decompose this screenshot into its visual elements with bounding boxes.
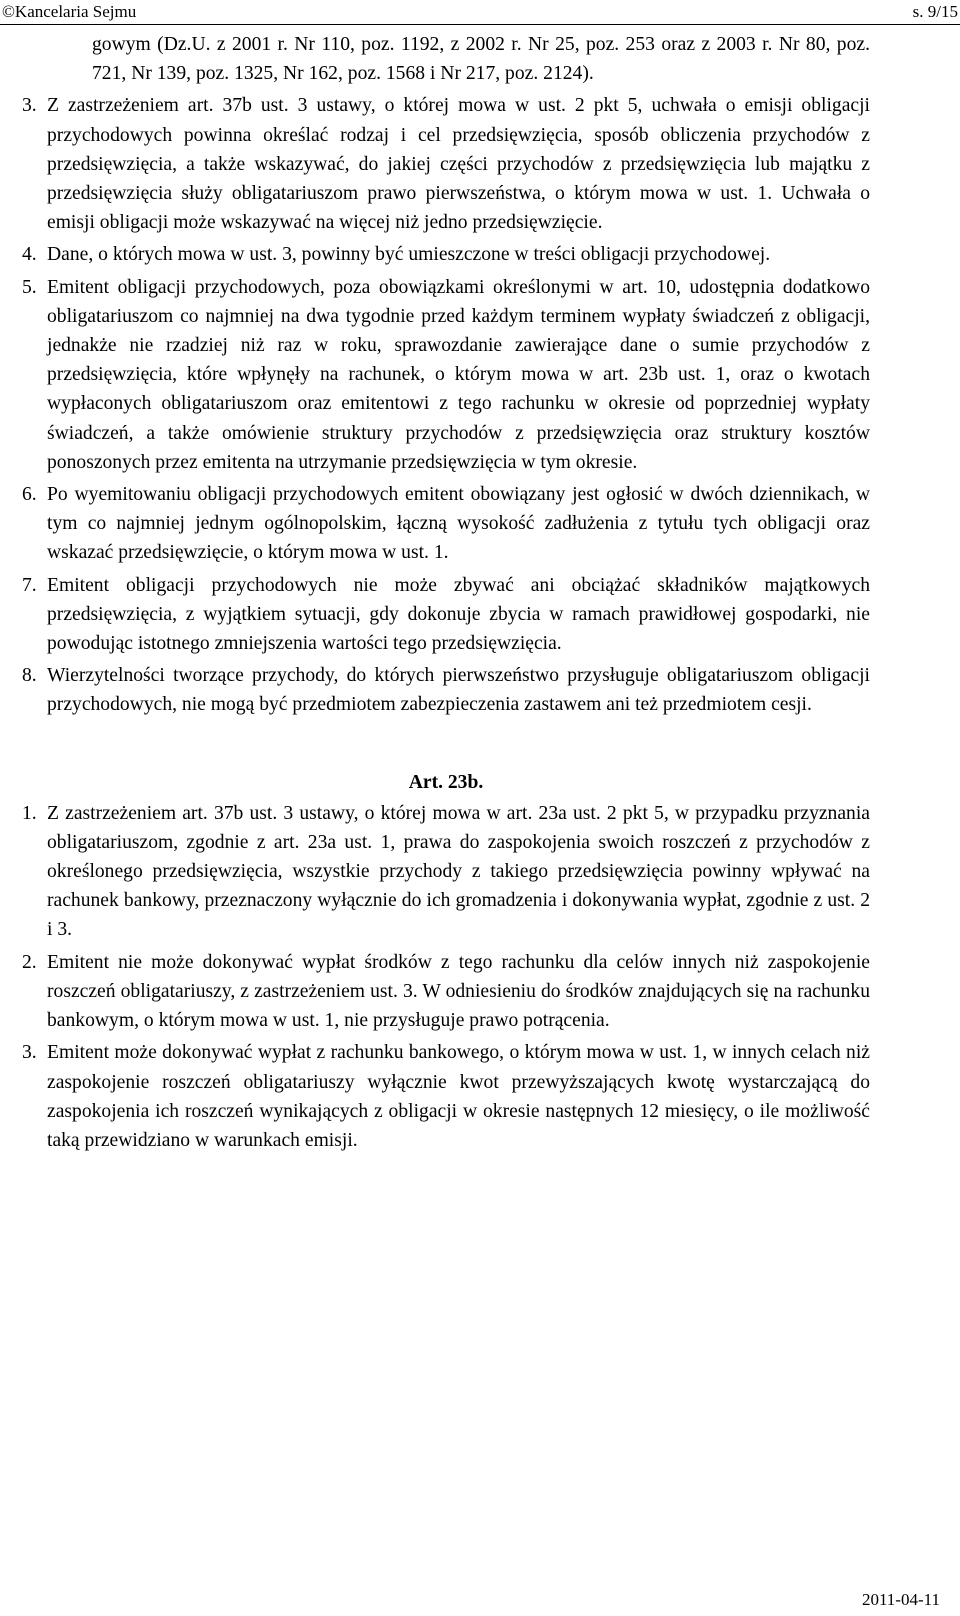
footer-date: 2011-04-11 [861,1590,940,1609]
document-body [22,30,870,1158]
paragraph-number: 3. [22,95,37,117]
paragraph-number: 6. [22,484,37,506]
paragraph-item [22,799,870,945]
paragraph-text: Dane, o których mowa w ust. 3, powinny być umieszczone w treści obligacji przychodowej. [47,244,771,266]
paragraph-item [22,240,870,269]
paragraph-text: Emitent obligacji przychodowych nie może zbywać ani obciążać składników majątkowych przedsięwzięcia, z wyjątkiem sytuacji, gdy dokonuje zbycia w ramach prawidłowej gospodarki, nie powodując istotnego zmniejszenia wartości tego przedsięwzięcia. [47,574,870,655]
publisher-label: ©Kancelaria Sejmu [2,2,137,21]
paragraph-number: 7. [22,574,37,596]
paragraph-number: 4. [22,244,37,266]
paragraph-number: 8. [22,665,37,687]
paragraph-item [22,273,870,477]
paragraph-item [22,661,870,719]
paragraph-text: Emitent nie może dokonywać wypłat środków z tego rachunku dla celów innych niż zaspokojenie roszczeń obligatariuszy, z zastrzeżeniem ust. 3. W odniesieniu do środków znajdujących się na rachunku bankowym, o którym mowa w ust. 1, nie przysługuje prawo potrącenia. [47,951,870,1032]
page-number: s. 9/15 [912,2,958,21]
paragraph-text: Z zastrzeżeniem art. 37b ust. 3 ustawy, o której mowa w art. 23a ust. 2 pkt 5, w przypadku przyznania obligatariuszom, zgodnie z art. 23a ust. 1, prawa do zaspokojenia swoich roszczeń z przychodów z określonego przedsięwzięcia, wszystkie przychody z takiego przedsięwzięcia powinny wpływać na rachunek bankowy, przeznaczony wyłącznie do ich gromadzenia i dokonywania wypłat, zgodnie z ust. 2 i 3. [47,802,870,941]
paragraph-text: Wierzytelności tworzące przychody, do których pierwszeństwo przysługuje obligatariuszom obligacji przychodowych, nie mogą być przedmiotem zabezpieczenia zastawem ani też przedmiotem cesji. [47,665,870,716]
paragraph-number: 5. [22,276,37,298]
paragraph-item [22,1038,870,1155]
paragraph-item [22,91,870,237]
paragraph-text: gowym (Dz.U. z 2001 r. Nr 110, poz. 1192, z 2002 r. Nr 25, poz. 253 oraz z 2003 r. Nr 80, poz. 721, Nr 139, poz. 1325, Nr 162, poz. 1568 i Nr 217, poz. 2124). [92,34,870,85]
paragraph-number: 1. [22,802,37,824]
paragraph-text: Emitent obligacji przychodowych, poza obowiązkami określonymi w art. 10, udostępnia dodatkowo obligatariuszom co najmniej na dwa tygodnie przed każdym terminem wypłaty świadczeń z obligacji, jednakże nie rzadziej niż raz w roku, sprawozdanie zawierające dane o sumie przychodów z przedsięwzięcia, które wpłynęły na rachunek, o którym mowa w art. 23b ust. 1, oraz o kwotach wypłaconych obligatariuszom oraz emitentowi z tego rachunku w okresie od poprzedniej wypłaty świadczeń, a także omówienie struktury przychodów z przedsięwzięcia oraz struktury kosztów ponoszonych przez emitenta na utrzymanie przedsięwzięcia w tym okresie. [47,276,870,473]
paragraph-text: Z zastrzeżeniem art. 37b ust. 3 ustawy, o której mowa w ust. 2 pkt 5, uchwała o emisji obligacji przychodowych powinna określać rodzaj i cel przedsięwzięcia, sposób obliczenia przychodów z przedsięwzięcia, a także wskazywać, do jakiej części przychodów z przedsięwzięcia lub majątku z przedsięwzięcia służy obligatariuszom prawo pierwszeństwa, o którym mowa w ust. 1. Uchwała o emisji obligacji może wskazywać na więcej niż jedno przedsięwzięcie. [47,95,870,234]
continuation-paragraph [22,30,870,88]
page-header [0,0,960,24]
header-divider [0,24,960,25]
article-heading: Art. 23b. [408,771,484,793]
paragraph-item [22,948,870,1036]
paragraph-item [22,571,870,659]
paragraph-number: 2. [22,951,37,973]
paragraph-number: 3. [22,1042,37,1064]
paragraph-text: Po wyemitowaniu obligacji przychodowych emitent obowiązany jest ogłosić w dwóch dziennikach, w tym co najmniej jednym ogólnopolskim, łączną wysokość zadłużenia z tytułu tych obligacji oraz wskazać przedsięwzięcie, o którym mowa w ust. 1. [47,484,870,564]
paragraph-text: Emitent może dokonywać wypłat z rachunku bankowego, o którym mowa w ust. 1, w innych celach niż zaspokojenie roszczeń obligatariuszy wyłącznie kwot przewyższających kwotę wystarczającą do zaspokojenia ich roszczeń wynikających z obligacji w okresie następnych 12 miesięcy, o ile możliwość taką przewidziano w warunkach emisji. [47,1042,870,1151]
paragraph-item [22,480,870,568]
